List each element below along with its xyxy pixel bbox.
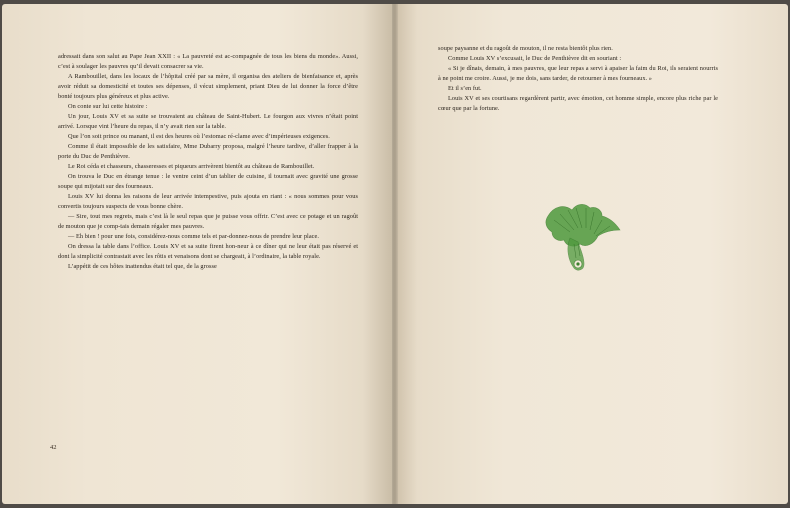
paragraph: Un jour, Louis XV et sa suite se trouvaient au château de Saint-Hubert. Le fourgon aux vivres n’était point arrivé. Lorsque vint l’heure du repas, il n’y avait rien sur la table. (58, 113, 358, 130)
paragraph: Que l’on soit prince ou manant, il est des heures où l’estomac ré-clame avec d’impérieuses exigences. (68, 133, 330, 140)
left-page-text (58, 52, 358, 272)
paragraph: Louis XV lui donna les raisons de leur arrivée intempestive, puis ajouta en riant : « nous sommes pour vous convertis toujours suspects de vous bonne chère. (58, 193, 358, 210)
paragraph: Le Roi céda et chasseurs, chasseresses et piqueurs arrivèrent bientôt au château de Rambouillet. (68, 163, 315, 170)
book-gutter (392, 4, 398, 504)
page-number: 42 (50, 444, 57, 451)
paragraph: A Rambouillet, dans les locaux de l’hôpital créé par sa mère, il organisa des ateliers de bienfaisance et, après avoir réduit sa domesticité et toutes ses dépenses, il vécut simplement, priant Dieu de lui donner la force d’être bonté toujours plus généreux et plus active. (58, 73, 358, 100)
paragraph: — Sire, tout mes regrets, mais c’est là le seul repas que je puisse vous offrir. C’est avec ce potage et un ragoût de mouton que je comp-tais demain régaler mes pauvres. (58, 213, 358, 230)
paragraph: On trouva le Duc en étrange tenue : le ventre ceint d’un tablier de cuisine, il tournait avec gravité une grosse soupe qui mijotait sur des fourneaux. (58, 173, 358, 190)
paragraph: On dressa la table dans l’office. Louis XV et sa suite firent hon-neur à ce dîner qui ne leur était pas réservé et dont la simplicité contrastait avec les rôtis et venaisons dont se chargeait, à l’ordinaire, la table royale. (58, 243, 358, 260)
paragraph: Comme Louis XV s’excusait, le Duc de Penthièvre dit en souriant : (448, 55, 622, 62)
paragraph: On conte sur lui cette histoire : (68, 103, 148, 110)
paragraph: Louis XV et ses courtisans regardèrent partir, avec émotion, cet homme simple, encore plus riche par le cœur que par la fortune. (438, 95, 718, 112)
paragraph: Et il s’en fut. (448, 85, 482, 92)
open-book (2, 4, 788, 504)
paragraph: — Eh bien ! pour une fois, considérez-nous comme tels et par-donnez-nous de prendre leur place. (68, 233, 319, 240)
paragraph: L’appétit de ces hôtes inattendus était tel que, de la grosse (68, 263, 217, 270)
left-page (2, 4, 394, 504)
paragraph: soupe paysanne et du ragoût de mouton, il ne resta bientôt plus rien. (438, 45, 613, 52)
green-bird-vignette-icon (540, 198, 626, 278)
paragraph: adressait dans son salut au Pape Jean XXII : « La pauvreté est ac-compagnée de tous les biens du monde». Aussi, c’est à soulager les pauvres qu’il devait consacrer sa vie. (58, 53, 358, 70)
paragraph: « Si je dînais, demain, à mes pauvres, que leur repas a servi à apaiser la faim du Roi, ils seraient nourris à ne point me croire. Aussi, je me dois, sans tarder, de retourner à mes fourneaux. » (438, 65, 718, 82)
paragraph: Comme il était impossible de les satisfaire, Mme Dubarry proposa, malgré l’heure tardive, d’aller frapper à la porte du Duc de Penthièvre. (58, 143, 358, 160)
right-page-text (438, 44, 718, 114)
